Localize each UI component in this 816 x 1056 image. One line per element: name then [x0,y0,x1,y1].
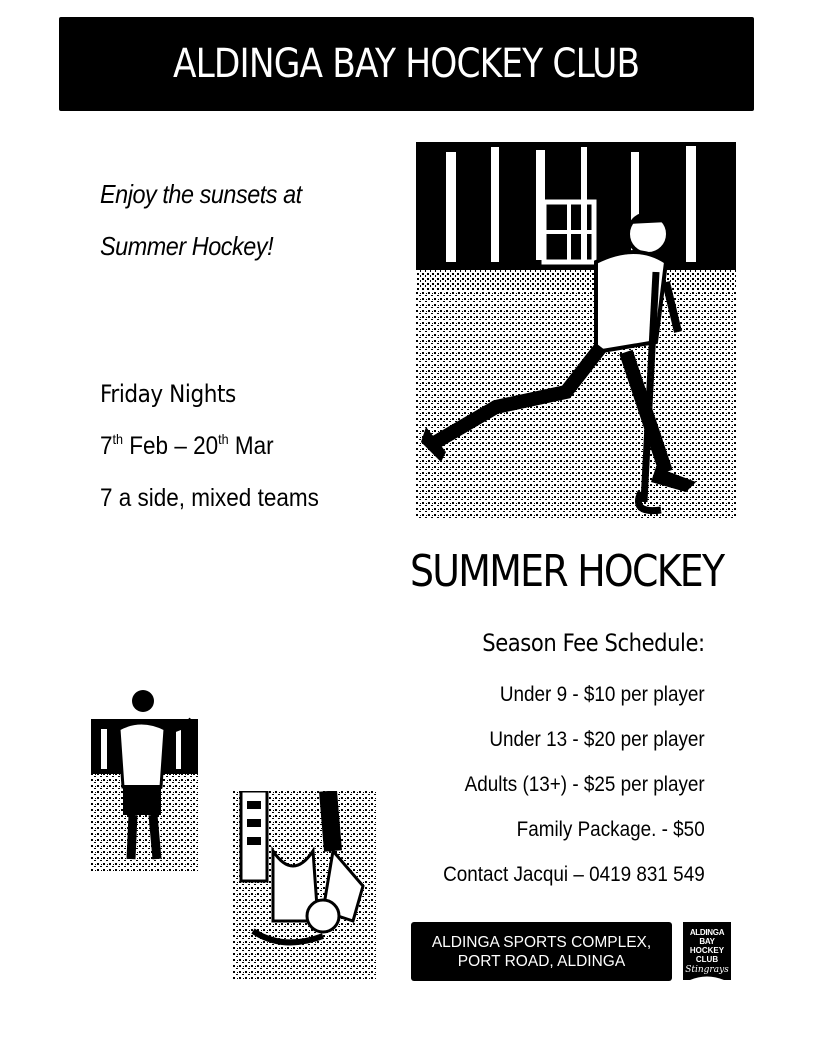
tagline [100,168,324,272]
fee-family-package: Family Package. - $50 [516,818,705,841]
tagline-line-2: Summer Hockey! [100,231,274,261]
stick-and-ball-illustration [233,791,377,980]
schedule-heading: Friday Nights [100,380,236,408]
start-suffix: th [112,431,124,447]
end-suffix: th [218,431,229,447]
event-title [410,546,730,597]
start-month: Feb [129,432,169,460]
venue-line-2: PORT ROAD, ALDINGA [457,952,626,970]
child-with-hockey-stick-illustration [91,689,198,872]
club-logo [683,922,731,980]
club-name: ALDINGA BAY HOCKEY CLUB [173,41,640,87]
stingray-icon [683,975,731,980]
date-range [100,428,319,480]
fee-schedule [414,622,705,897]
child-with-hockey-stick-photo [91,689,198,872]
club-name-banner [59,17,754,111]
schedule-info [100,376,343,532]
tagline-line-1: Enjoy the sunsets at [100,179,302,209]
fee-under-9: Under 9 - $10 per player [500,683,705,706]
logo-line-1: ALDINGA BAY [689,928,725,946]
end-day: 20 [193,432,219,460]
fee-adults: Adults (13+) - $25 per player [464,773,705,796]
venue-box [411,922,672,981]
hockey-player-running-illustration [416,142,736,518]
hockey-player-running-photo [416,142,736,518]
start-day: 7 [100,432,113,460]
venue-line-1: ALDINGA SPORTS COMPLEX, [431,933,652,951]
logo-line-2: HOCKEY CLUB [689,946,725,964]
team-format: 7 a side, mixed teams [100,484,319,512]
fee-schedule-heading: Season Fee Schedule: [482,629,705,657]
logo-line-3: Stingrays [685,965,729,975]
end-month: Mar [234,432,274,460]
contact-line: Contact Jacqui – 0419 831 549 [443,863,705,886]
event-title-text: SUMMER HOCKEY [410,546,724,597]
stick-and-ball-closeup-photo [233,791,377,980]
fee-under-13: Under 13 - $20 per player [489,728,705,751]
date-separator: – [174,432,187,460]
